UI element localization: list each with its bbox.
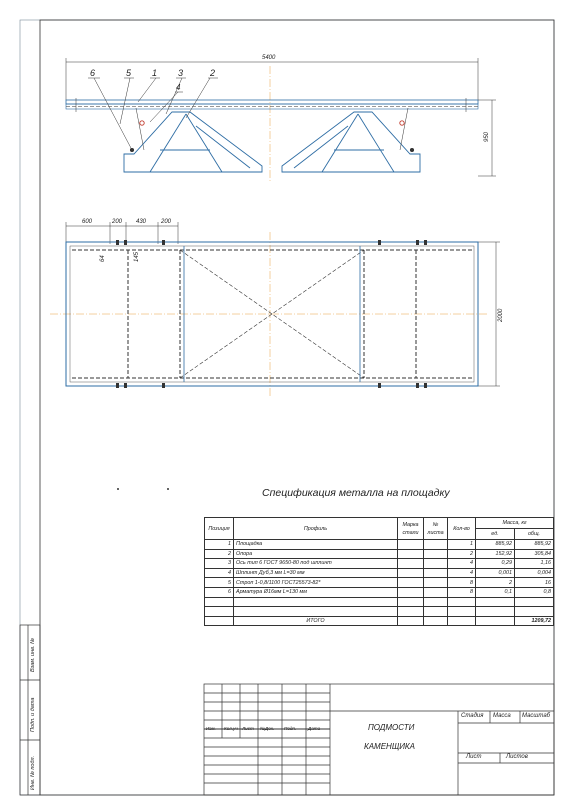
side-view: [66, 55, 496, 182]
stray-dot: [167, 488, 169, 490]
dim-height: 950: [484, 131, 490, 142]
hdr-pos: Позиция: [205, 518, 234, 540]
hdr-mass: Масса, кг: [476, 518, 554, 529]
callout-1: 1: [152, 68, 158, 78]
callout-5: 5: [126, 68, 132, 78]
mass-label: Масса: [493, 713, 511, 719]
drawing-name-line2: КАМЕНЩИКА: [364, 742, 415, 751]
hdr-sheet: № листа: [424, 518, 448, 540]
spec-table: [204, 517, 554, 626]
outer-frame: [20, 20, 554, 795]
dim-200-b: 200: [161, 219, 172, 225]
dim-200-a: 200: [112, 219, 123, 225]
title-block-col-labels: Изм. Кол.уч Лист №Док. Подп. Дата: [206, 726, 321, 731]
strip-label-replace: Взам. инв. №: [30, 637, 36, 672]
strip-label-inv: Инв. № подл.: [30, 755, 36, 790]
table-row: 2 Опора 2 152,92 305,84: [205, 549, 554, 559]
plan-view: [50, 219, 504, 398]
hdr-steel: Марка стали: [398, 518, 424, 540]
table-row: 3 Ось тип 6 ГОСТ 9650-80 под шплинт 4 0,29 1,16: [205, 559, 554, 569]
drawing-name-line1: ПОДМОСТИ: [368, 723, 415, 732]
table-row-empty: [205, 597, 554, 607]
table-row-total: [205, 616, 554, 626]
table-row-empty: [205, 607, 554, 617]
table-row: 1 Площадка 1 885,92 885,92: [205, 540, 554, 550]
dim-width: 2000: [498, 308, 504, 322]
total-value: 1209,72: [515, 616, 554, 626]
spec-title: Спецификация металла на площадку: [262, 487, 450, 499]
scale-label: Масштаб: [522, 713, 551, 719]
callout-4: 4: [176, 83, 181, 92]
table-row: 5 Строп 1-0,8/1100 ГОСТ25573-82* 8 2 16: [205, 578, 554, 588]
title-block: [20, 625, 554, 795]
dim-600: 600: [82, 219, 93, 225]
platform-deck: [66, 100, 478, 104]
hdr-mass-one: ед.: [476, 529, 515, 540]
inner-frame: [40, 20, 554, 795]
dim-145: 145: [134, 251, 140, 262]
spec-header-row: [205, 518, 554, 529]
table-row: 6 Арматура Ø16мм L=130 мм 8 0,1 0,8: [205, 587, 554, 597]
stage-label: Стадия: [461, 713, 484, 719]
stray-dot: [117, 488, 119, 490]
dim-length: 5400: [262, 55, 276, 61]
hdr-profile: Профиль: [234, 518, 398, 540]
right-support: [282, 108, 420, 172]
left-support: [124, 108, 262, 172]
dim-430: 430: [136, 219, 147, 225]
callout-2: 2: [210, 68, 216, 78]
hdr-qty: Кол-во: [448, 518, 476, 540]
total-label: ИТОГО: [234, 616, 398, 626]
callout-3: 3: [178, 68, 184, 78]
sheet-label: Лист: [466, 754, 482, 760]
strip-label-sign: Подп. и дата: [30, 697, 36, 732]
hdr-mass-total: общ.: [515, 529, 554, 540]
callout-6: 6: [90, 68, 96, 78]
dim-64: 64: [100, 255, 106, 262]
sheets-label: Листов: [506, 754, 528, 760]
table-row: 4 Шплинт Дуб,3 мм L=30 мм 4 0,001 0,004: [205, 568, 554, 578]
